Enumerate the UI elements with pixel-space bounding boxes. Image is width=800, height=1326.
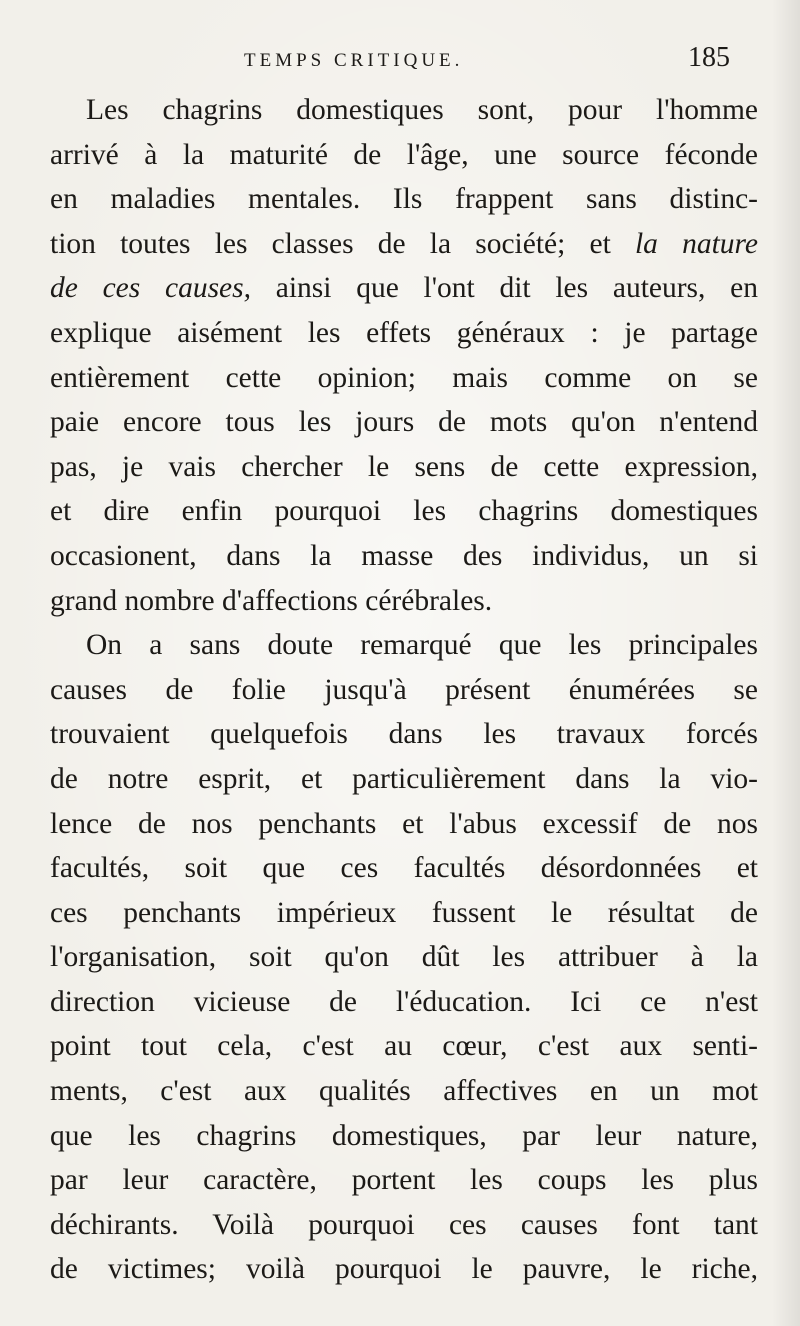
- text-line: lence de nos penchants et l'abus excessif de nos: [50, 807, 758, 840]
- page-header: [58, 42, 744, 82]
- text-line: paie encore tous les jours de mots qu'on n'entend: [50, 406, 758, 439]
- text-line: l'organisation, soit qu'on dût les attribuer à la: [50, 941, 758, 974]
- paragraph-1: [50, 88, 758, 623]
- text-line: [50, 222, 758, 267]
- text-line: explique aisément les effets généraux : je partage: [50, 316, 758, 349]
- text-line: que les chagrins domestiques, par leur nature,: [50, 1119, 758, 1152]
- text-run: tion toutes les classes de la société; et: [50, 227, 635, 260]
- text-line: et dire enfin pourquoi les chagrins domestiques: [50, 495, 758, 528]
- text-line: en maladies mentales. Ils frappent sans distinc-: [50, 183, 758, 216]
- text-line: déchirants. Voilà pourquoi ces causes font tant: [50, 1208, 758, 1241]
- text-line: direction vicieuse de l'éducation. Ici ce n'est: [50, 985, 758, 1018]
- text-line: On a sans doute remarqué que les principales: [86, 629, 758, 662]
- text-line: de victimes; voilà pourquoi le pauvre, le riche,: [50, 1253, 758, 1286]
- text-line: [50, 266, 758, 311]
- text-line: occasionent, dans la masse des individus, un si: [50, 539, 758, 572]
- text-line: ments, c'est aux qualités affectives en un mot: [50, 1075, 758, 1108]
- page-edge-shadow: [772, 0, 800, 1326]
- text-line: grand nombre d'affections cérébrales.: [50, 584, 493, 617]
- paragraph-2: [50, 623, 758, 1292]
- text-line: pas, je vais chercher le sens de cette expression,: [50, 450, 758, 483]
- text-line: entièrement cette opinion; mais comme on se: [50, 361, 758, 394]
- text-line: causes de folie jusqu'à présent énumérées se: [50, 673, 758, 706]
- italic-text-run: la nature: [634, 227, 758, 260]
- text-line: facultés, soit que ces facultés désordonnées et: [50, 852, 758, 885]
- text-run: ainsi que l'ont dit les auteurs, en: [251, 272, 758, 305]
- body-text: [50, 88, 758, 1292]
- text-line: par leur caractère, portent les coups les plus: [50, 1164, 758, 1197]
- text-line: de notre esprit, et particulièrement dans la vio-: [50, 762, 758, 795]
- page-number: 185: [688, 42, 730, 73]
- text-line: arrivé à la maturité de l'âge, une source féconde: [50, 138, 758, 171]
- text-line: Les chagrins domestiques sont, pour l'homme: [86, 94, 758, 126]
- italic-text-run: de ces causes,: [50, 272, 252, 305]
- text-line: ces penchants impérieux fussent le résultat de: [50, 896, 758, 929]
- running-head: TEMPS CRITIQUE.: [244, 50, 464, 71]
- text-line: trouvaient quelquefois dans les travaux forcés: [50, 718, 758, 751]
- text-line: point tout cela, c'est au cœur, c'est aux senti-: [50, 1030, 758, 1063]
